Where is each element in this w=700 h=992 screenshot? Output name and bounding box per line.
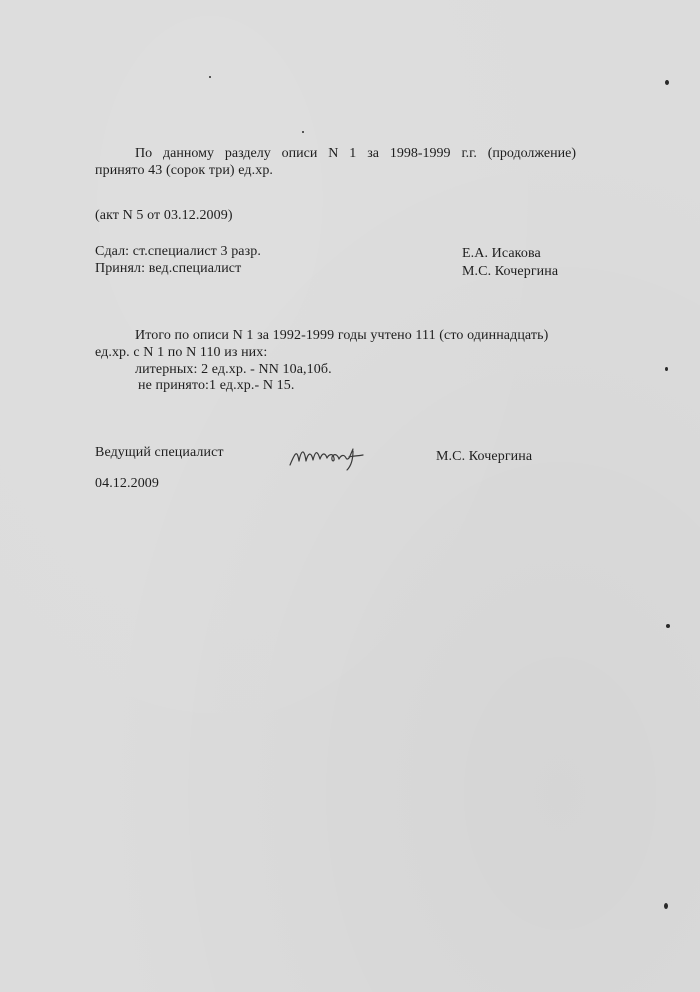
scan-speck (665, 367, 668, 371)
summary-line-2: ед.хр. с N 1 по N 110 из них: (95, 345, 268, 360)
scan-speck (664, 903, 668, 909)
handover-gave-label: Сдал: ст.специалист 3 разр. (95, 244, 261, 259)
scan-speck (302, 131, 304, 133)
summary-line-4: не принято:1 ед.хр.- N 15. (138, 378, 295, 393)
handwritten-signature (287, 443, 387, 473)
signoff-position: Ведущий специалист (95, 445, 224, 460)
signoff-name: М.С. Кочергина (436, 449, 533, 464)
scan-speck (666, 624, 670, 628)
section-note-line-2: принято 43 (сорок три) ед.хр. (95, 163, 274, 178)
handover-gave-name: Е.А. Исакова (462, 246, 541, 261)
signoff-date: 04.12.2009 (95, 476, 159, 491)
handover-received-label: Принял: вед.специалист (95, 261, 242, 276)
summary-line-3: литерных: 2 ед.хр. - NN 10а,10б. (135, 362, 332, 377)
act-reference: (акт N 5 от 03.12.2009) (95, 208, 233, 223)
scan-speck (209, 76, 211, 78)
section-note-line-1: По данному разделу описи N 1 за 1998-1999 г.г. (продолжение) (135, 146, 576, 161)
scan-speck (665, 80, 669, 85)
summary-line-1: Итого по описи N 1 за 1992-1999 годы учтено 111 (сто одиннадцать) (135, 328, 549, 343)
handover-received-name: М.С. Кочергина (462, 264, 559, 279)
